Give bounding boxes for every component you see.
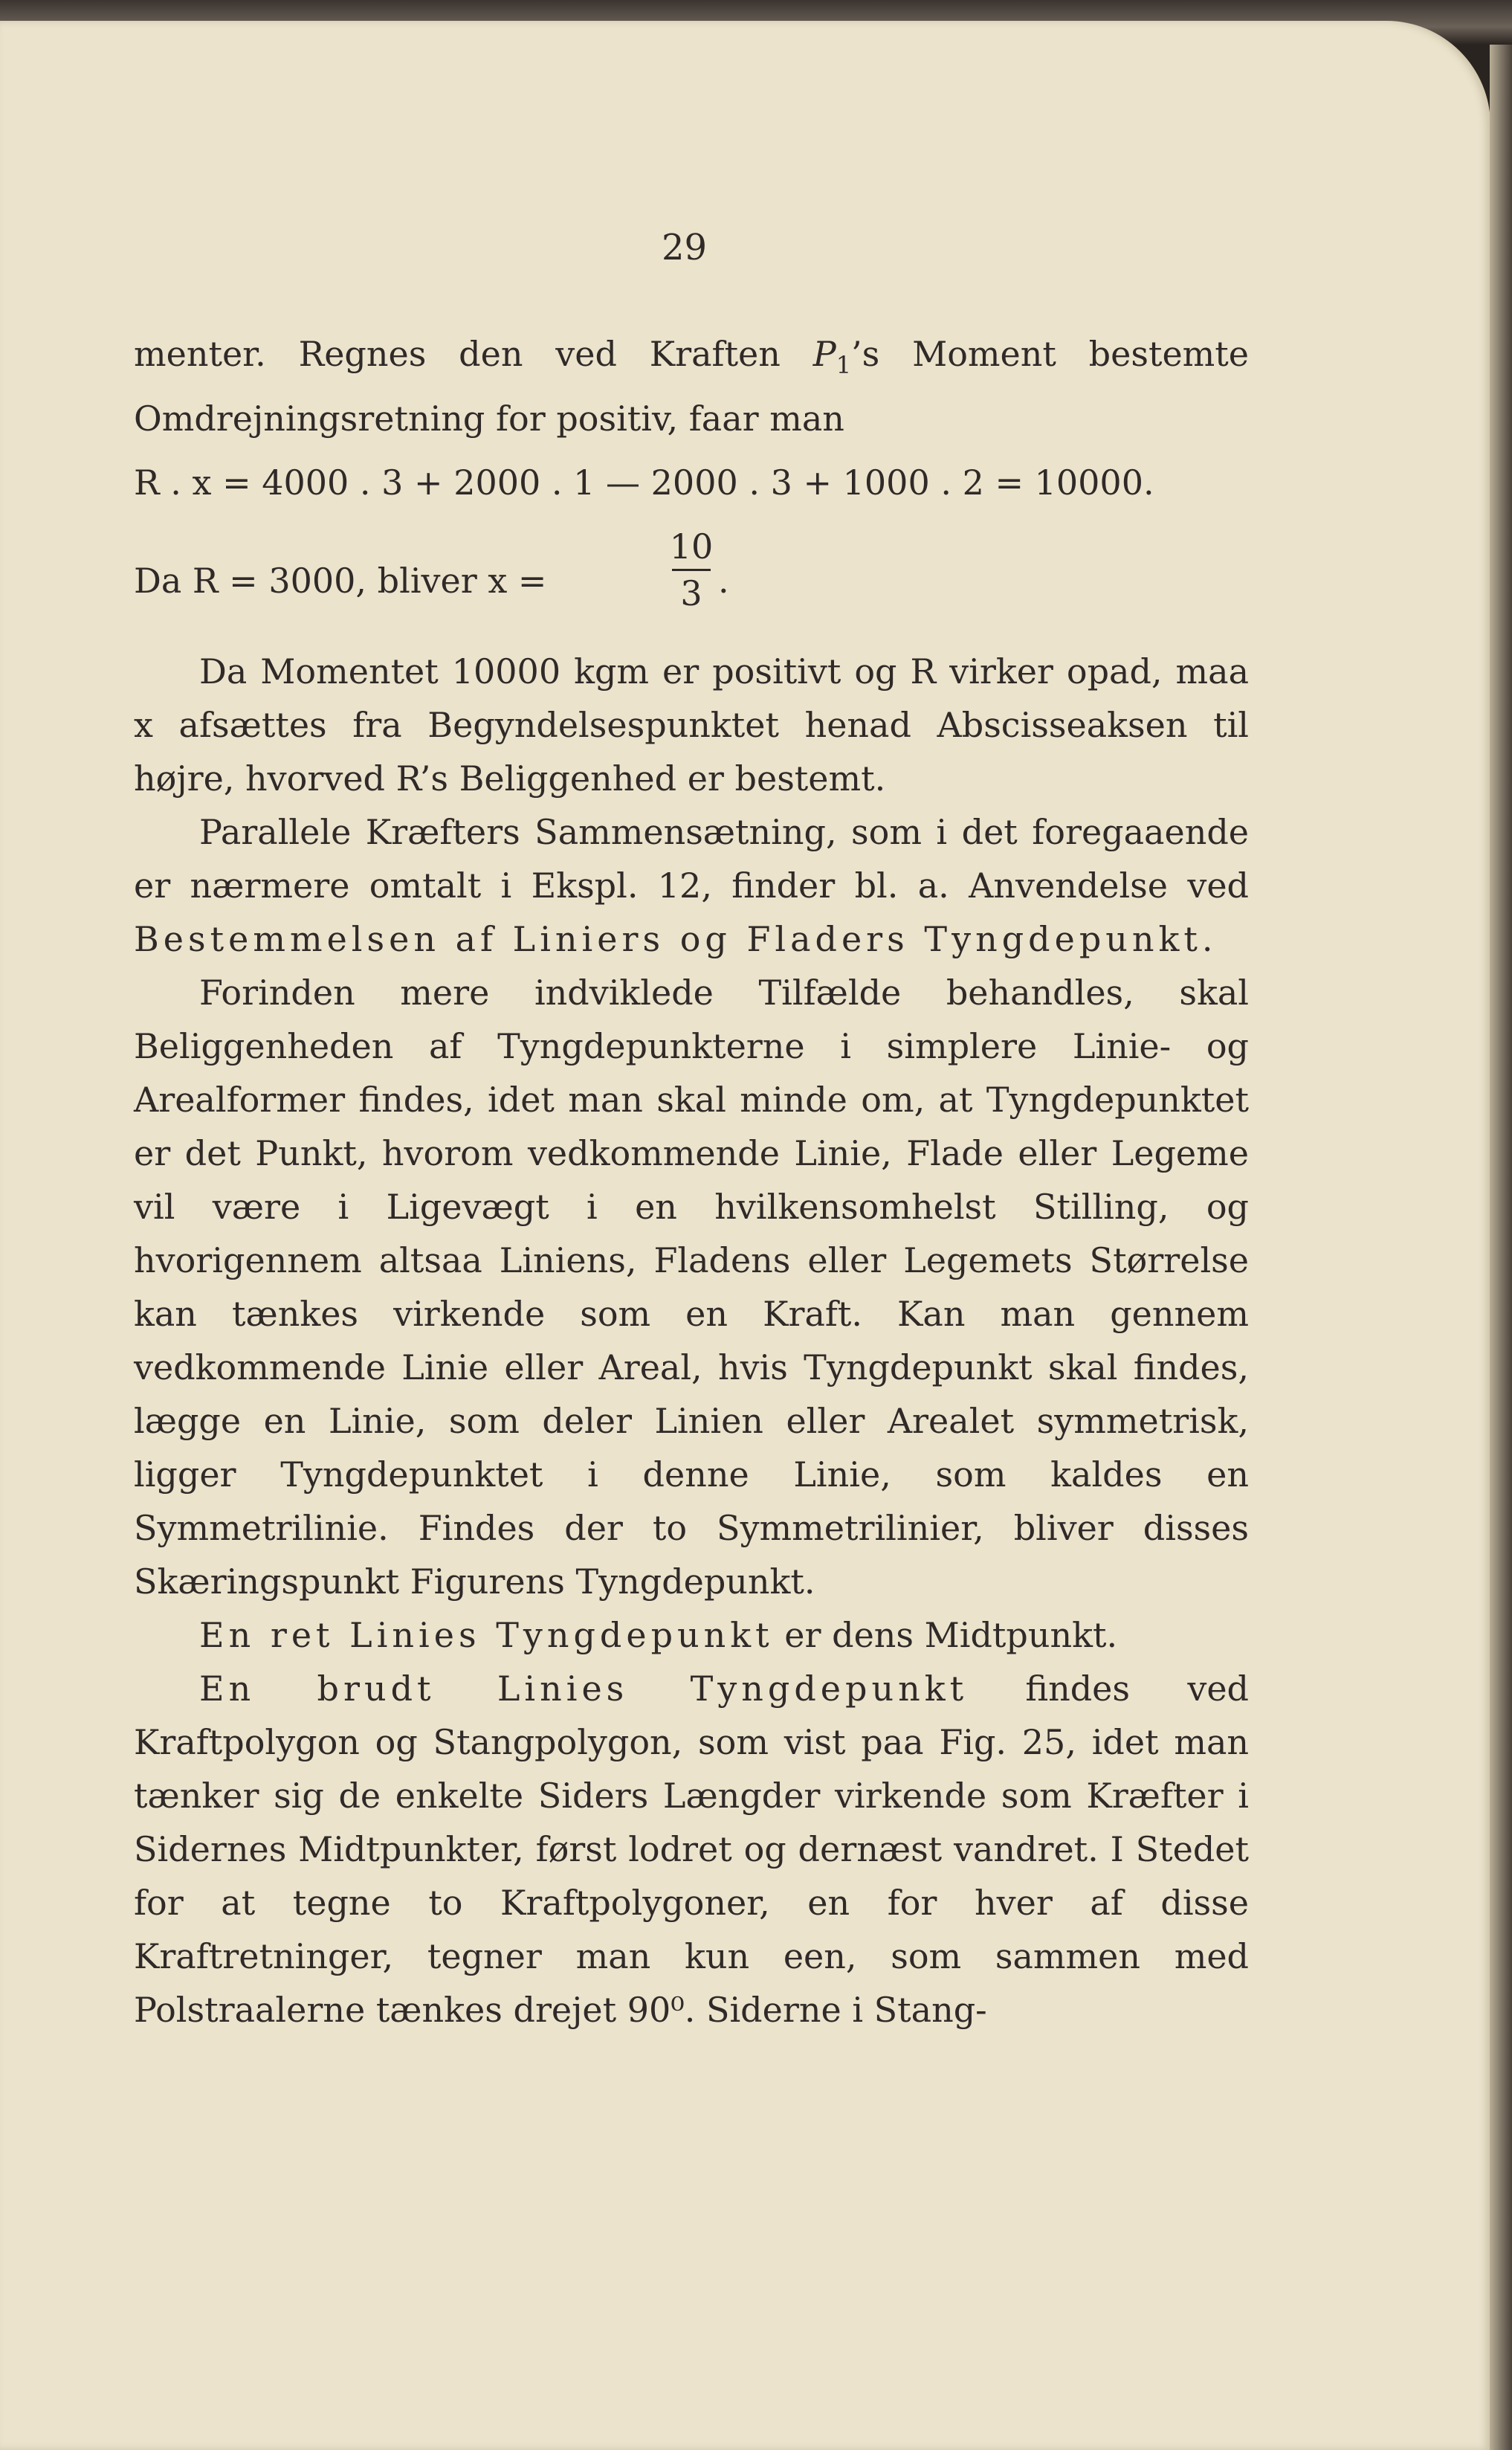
paragraph-3-emphasis: Bestemmelsen af Liniers og Fladers Tyngdepunkt.	[134, 919, 1218, 959]
paragraph-5-rest: er dens Midtpunkt.	[773, 1615, 1118, 1655]
force-subscript: 1	[836, 351, 852, 379]
book-right-edge	[1490, 45, 1512, 2450]
paragraph-3	[134, 805, 1249, 966]
paragraph-3-part-a: Parallele Kræfters Sammensætning, som i det foregaaende er nærmere omtalt i Ekspl. 12, finder bl. a. Anvendelse ved	[134, 812, 1249, 906]
paragraph-6-emphasis: En brudt Linies Tyngdepunkt	[199, 1669, 969, 1709]
paragraph-1-part-b: ’s Moment bestemte Omdrejningsretning for positiv, faar man	[134, 334, 1249, 439]
paragraph-6	[134, 1662, 1249, 2037]
equation-x	[134, 524, 1249, 628]
page-number: 29	[662, 227, 708, 268]
page-body	[134, 208, 1249, 2037]
fraction-denominator: 3	[680, 573, 702, 613]
equation-moment: R . x = 4000 . 3 + 2000 . 1 — 2000 . 3 + 1000 . 2 = 10000.	[134, 462, 1154, 503]
fraction-numerator: 10	[669, 526, 714, 567]
equation-x-lhs: Da R = 3000, bliver x =	[134, 561, 547, 601]
paragraph-5-emphasis: En ret Linies Tyngdepunkt	[199, 1615, 774, 1655]
paragraph-1	[134, 327, 1249, 445]
fraction	[669, 524, 714, 616]
paragraph-5	[134, 1608, 1249, 1662]
force-symbol: P	[812, 334, 836, 374]
paragraph-2: Da Momentet 10000 kgm er positivt og R virker opad, maa x afsættes fra Begyndelsespunktet henad Abscisseaksen til højre, hvorved R’s Beliggenhed er bestemt.	[134, 651, 1249, 799]
paragraph-6-rest: findes ved Kraftpolygon og Stangpolygon, som vist paa Fig. 25, idet man tænker sig de enkelte Siders Længder virkende som Kræfter i Sidernes Midtpunkter, først lodret og dernæst vandret. I Stedet for at tegne to Kraftpolygoner, en for hver af disse Kraftretninger, tegner man kun een, som sammen med Polstraalerne tænkes drejet 90⁰. Siderne i Stang-	[134, 1669, 1249, 2030]
paragraph-4: Forinden mere indviklede Tilfælde behandles, skal Beliggenheden af Tyngdepunkterne i simplere Linie- og Arealformer findes, idet man skal minde om, at Tyngdepunktet er det Punkt, hvorom vedkommende Linie, Flade eller Legeme vil være i Ligevægt i en hvilkensomhelst Stilling, og hvorigennem altsaa Liniens, Fladens eller Legemets Størrelse kan tænkes virkende som en Kraft. Kan man gennem vedkommende Linie eller Areal, hvis Tyngdepunkt skal findes, lægge en Linie, som deler Linien eller Arealet symmetrisk, ligger Tyngdepunktet i denne Linie, som kaldes en Symmetrilinie. Findes der to Symmetrilinier, bliver disses Skæringspunkt Figurens Tyngdepunkt.	[134, 973, 1249, 1602]
equation-x-end: .	[718, 561, 729, 601]
paragraph-1-part-a: menter. Regnes den ved Kraften	[134, 334, 813, 374]
